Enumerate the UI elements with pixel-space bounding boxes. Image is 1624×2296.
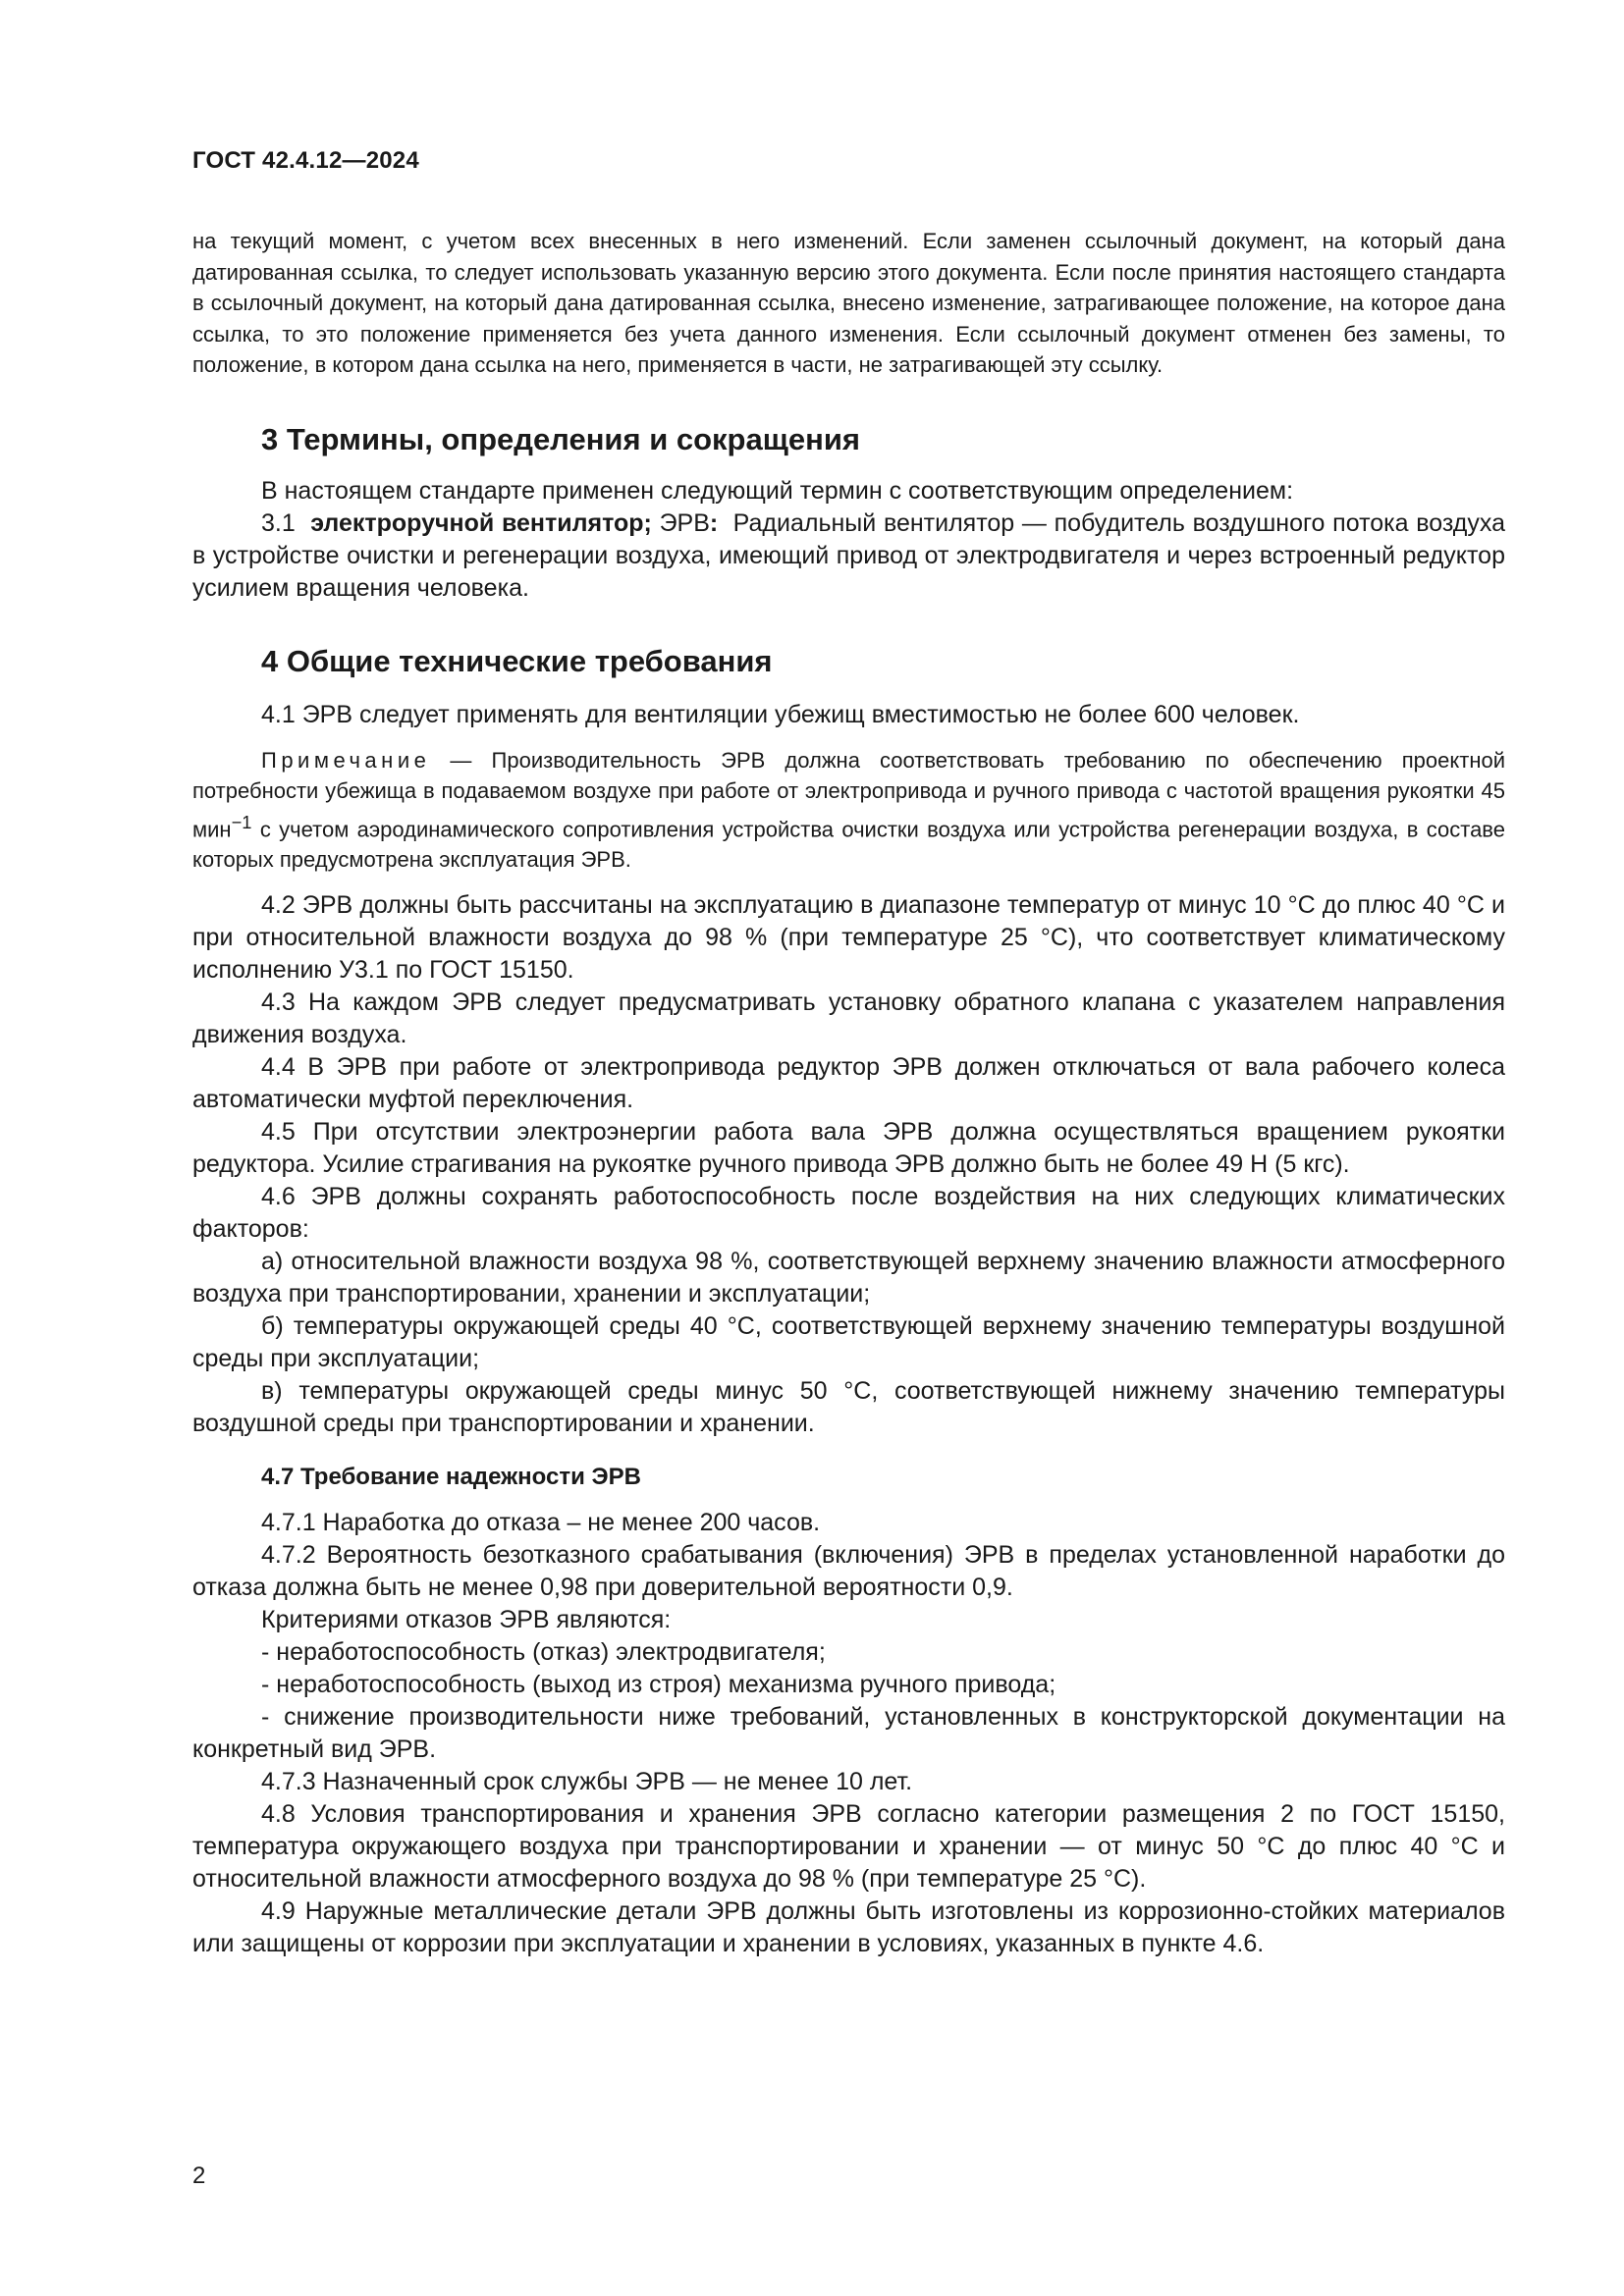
term-number: 3.1 xyxy=(261,508,296,537)
paragraph-4-1: 4.1 ЭРВ следует применять для вентиляции убежищ вместимостью не более 600 человек. xyxy=(261,700,1300,728)
paragraph-4-7-2: 4.7.2 Вероятность безотказного срабатывания (включения) ЭРВ в пределах установленной наработки до отказа должна быть не менее 0,98 при доверительной вероятности 0,9. xyxy=(192,1540,1505,1601)
paragraph-4-6-a: а) относительной влажности воздуха 98 %, соответствующей верхнему значению влажности атмосферного воздуха при транспортировании, хранении и эксплуатации; xyxy=(192,1247,1505,1308)
criteria-intro: Критериями отказов ЭРВ являются: xyxy=(261,1605,672,1633)
page-content xyxy=(192,226,1505,1960)
paragraph-4-8: 4.8 Условия транспортирования и хранения ЭРВ согласно категории размещения 2 по ГОСТ 15150, температура окружающего воздуха при транспортировании и хранении — от минус 50 °С до плюс 40 °С и относительной влажности атмосферного воздуха до 98 % (при температуре 25 °С). xyxy=(192,1799,1505,1893)
subsection-4-7-heading: 4.7 Требование надежности ЭРВ xyxy=(261,1463,641,1490)
paragraph-4-5: 4.5 При отсутствии электроэнергии работа вала ЭРВ должна осуществляться вращением рукоятки редуктора. Усилие страгивания на рукоятке ручного привода ЭРВ должно быть не более 49 Н (5 кгс). xyxy=(192,1117,1505,1178)
term-abbreviation: ЭРВ xyxy=(659,508,710,537)
paragraph-4-4: 4.4 В ЭРВ при работе от электропривода редуктор ЭРВ должен отключаться от вала рабочего колеса автоматически муфтой переключения. xyxy=(192,1052,1505,1113)
note-label: Примечание xyxy=(261,747,431,773)
paragraph-4-3: 4.3 На каждом ЭРВ следует предусматривать установку обратного клапана с указателем направления движения воздуха. xyxy=(192,988,1505,1048)
term-colon: : xyxy=(709,508,719,537)
paragraph-4-7-1: 4.7.1 Наработка до отказа – не менее 200 часов. xyxy=(261,1508,821,1536)
section-3-heading: 3 Термины, определения и сокращения xyxy=(261,421,860,456)
term-name: электроручной вентилятор; xyxy=(310,508,652,537)
term-definition: Радиальный вентилятор — побудитель воздушного потока воздуха в устройстве очистки и регенерации воздуха, имеющий привод от электродвигателя и через встроенный редуктор усилием вращения человека. xyxy=(192,508,1505,602)
paragraph-4-6-b: б) температуры окружающей среды 40 °С, соответствующей верхнему значению температуры воздушной среды при эксплуатации; xyxy=(192,1311,1505,1372)
paragraph-4-6-c: в) температуры окружающей среды минус 50 °С, соответствующей нижнему значению температуры воздушной среды при транспортировании и хранении. xyxy=(192,1376,1505,1437)
page-number: 2 xyxy=(192,2163,206,2189)
note-text-a: — Производительность ЭРВ должна соответствовать требованию по обеспечению проектной потребности убежища в подаваемом воздухе при работе от электропривода и ручного привода с частотой вращения рукоятки 45 мин xyxy=(192,747,1505,841)
paragraph-4-7-3: 4.7.3 Назначенный срок службы ЭРВ — не менее 10 лет. xyxy=(261,1767,913,1795)
section-3-intro: В настоящем стандарте применен следующий термин с соответствующим определением: xyxy=(261,476,1294,505)
note-superscript: −1 xyxy=(231,811,252,832)
intro-paragraph: на текущий момент, с учетом всех внесенных в него изменений. Если заменен ссылочный документ, на который дана датированная ссылка, то следует использовать указанную версию этого документа. Если после принятия настоящего стандарта в ссылочный документ, на который дана датированная ссылка, внесено изменение, затрагивающее положение, на которое дана ссылка, то это положение применяется без учета данного изменения. Если ссылочный документ отменен без замены, то положение, в котором дана ссылка на него, применяется в части, не затрагивающей эту ссылку. xyxy=(192,229,1505,377)
paragraph-4-2: 4.2 ЭРВ должны быть рассчитаны на эксплуатацию в диапазоне температур от минус 10 °С до плюс 40 °С и при относительной влажности воздуха до 98 % (при температуре 25 °С), что соответствует климатическому исполнению У3.1 по ГОСТ 15150. xyxy=(192,890,1505,984)
criteria-item: - неработоспособность (выход из строя) механизма ручного привода; xyxy=(261,1670,1056,1698)
note-text-b: с учетом аэродинамического сопротивления устройства очистки воздуха или устройства регенерации воздуха, в составе которых предусмотрена эксплуатация ЭРВ. xyxy=(192,816,1505,873)
criteria-item: - неработоспособность (отказ) электродвигателя; xyxy=(261,1637,826,1666)
document-header: ГОСТ 42.4.12—2024 xyxy=(192,147,419,174)
paragraph-4-6: 4.6 ЭРВ должны сохранять работоспособность после воздействия на них следующих климатических факторов: xyxy=(192,1182,1505,1243)
section-4-heading: 4 Общие технические требования xyxy=(261,643,773,678)
criteria-item: - снижение производительности ниже требований, установленных в конструкторской документации на конкретный вид ЭРВ. xyxy=(192,1702,1505,1763)
term-3-1 xyxy=(192,507,1505,605)
note-paragraph xyxy=(192,745,1505,876)
paragraph-4-9: 4.9 Наружные металлические детали ЭРВ должны быть изготовлены из коррозионно-стойких материалов или защищены от коррозии при эксплуатации и хранении в условиях, указанных в пункте 4.6. xyxy=(192,1896,1505,1957)
